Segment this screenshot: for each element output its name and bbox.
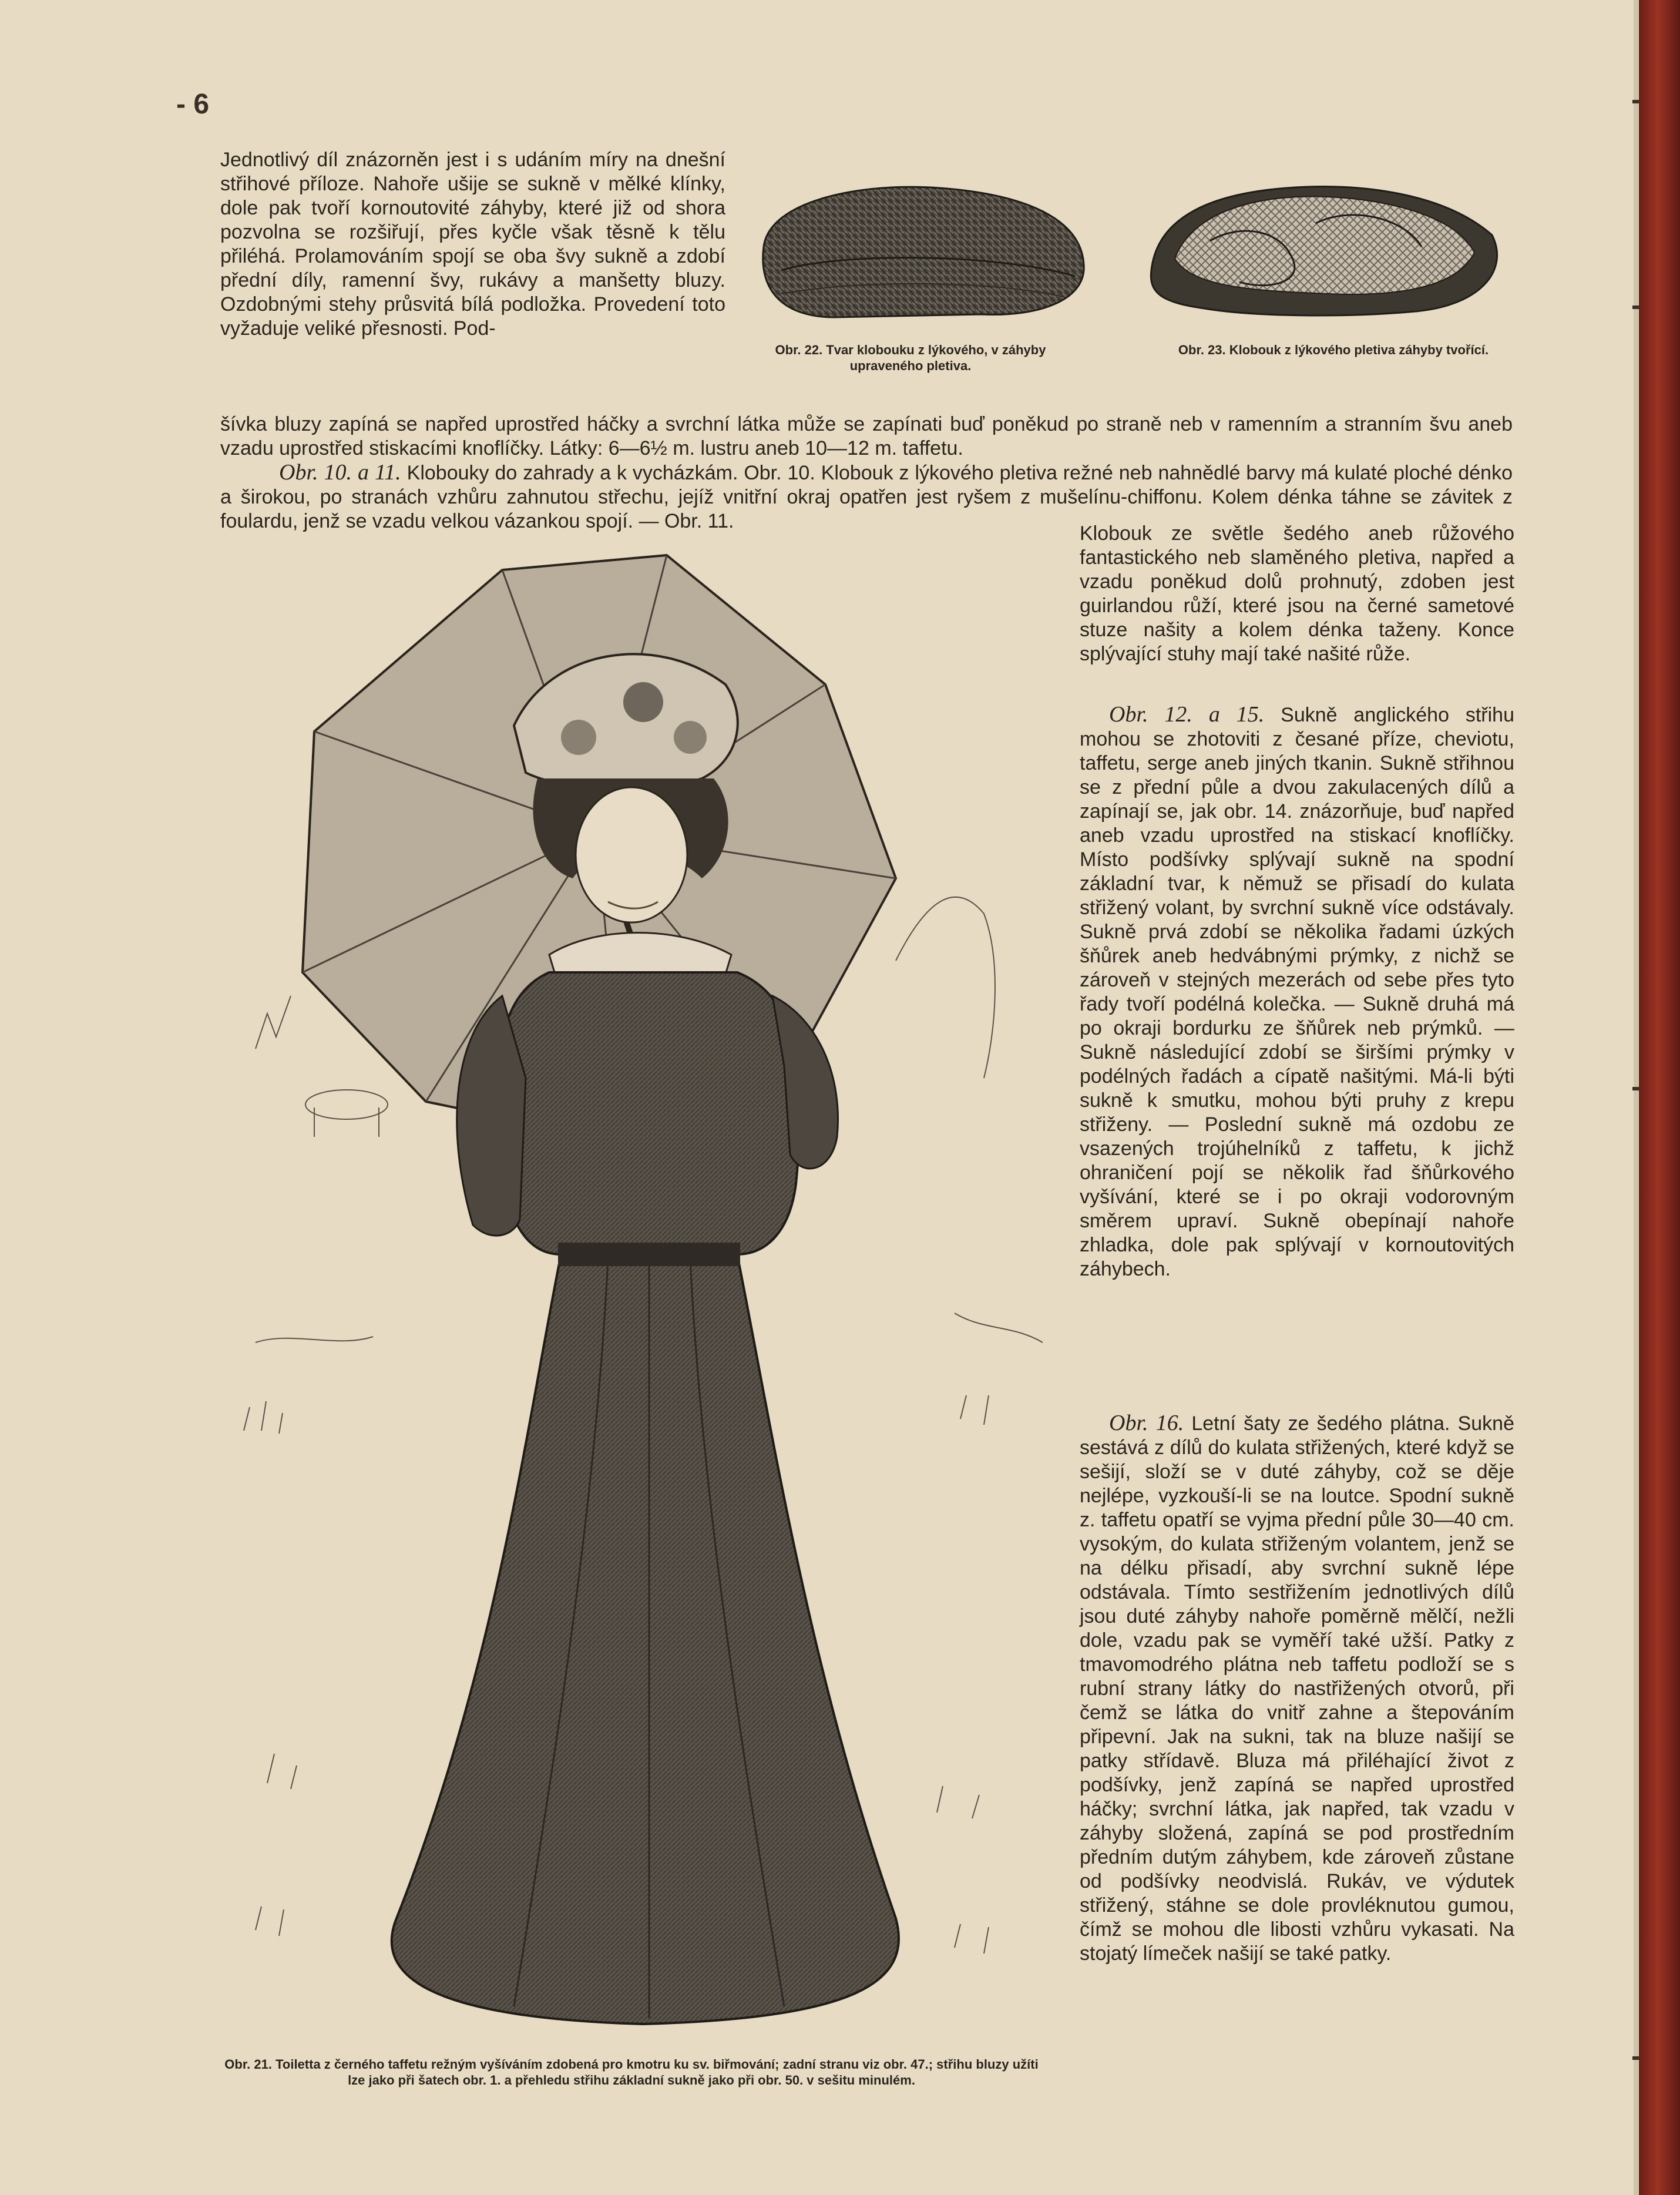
- page-edge-marks: [1630, 0, 1639, 2195]
- hat-illustration-22: [746, 176, 1098, 329]
- figure-ref-16: Obr. 16.: [1109, 1411, 1184, 1435]
- caption-figure-21: Obr. 21. Toiletta z černého taffetu režným vyšíváním zdobená pro kmotru ku sv. biřmování; zadní stranu viz obr. 47.; střihu bluzy užíti lze jako při šatech obr. 1. a přehledu střihu základní sukně jako při obr. 50. v sešitu minulém.: [224, 2057, 1039, 2087]
- caption-figure-23: Obr. 23. Klobouk z lýkového pletiva záhyby tvořící.: [1178, 343, 1489, 357]
- paragraph-bluza-fastening: šívka bluzy zapíná se napřed uprostřed háčky a svrchní látka může se zapínati buď poněkud po straně neb v ramenním a stranním švu aneb vzadu uprostřed stiskacími knoflíčky. Látky: 6—6½ m. lustru aneb 10—12 m. taffetu.: [220, 413, 1513, 459]
- caption-figure-22: Obr. 22. Tvar klobouku z lýkového, v záhyby upraveného pletiva.: [775, 343, 1046, 373]
- hat-illustration-23: [1140, 170, 1510, 323]
- fashion-plate-illustration: [220, 549, 1054, 2042]
- book-spine: [1639, 0, 1680, 2195]
- paragraph-summer-dress-16: [1080, 1411, 1514, 1966]
- summer-dress-text: Letní šaty ze šedého plátna. Sukně sestává z dílů do kulata střižených, které když se sešijí, složí se v duté záhyby, což se děje nejlépe, vyzkouší-li se na loutce. Spodní sukně z. taffetu opatří se vyjma přední půle 30—40 cm. vysokým, do kulata střiženým volantem, jenž se na délku přisadí, aby svrchní sukně lépe odstávala. Tímto sestřižením jednotlivých dílů jsou duté záhyby nahoře poměrně mělčí, nežli dole, vzadu pak se vyměří také užší. Patky z tmavomodrého plátna neb taffetu podloží se s rubní strany látky do nastřižených otvorů, při čemž se látka do vnitř zahne a štepováním připevní. Jak na sukni, tak na bluze našijí se patky střídavě. Bluza má přiléhající život z podšívky, jenž zapíná se napřed uprostřed háčky; svrchní látka, jak napřed, tak vzadu v záhyby složená, zapíná se pod prostředním předním dutým záhybem, kde zároveň zůstane od podšívky neodvislá. Rukáv, ve výdutek střižený, stáhne se dole provléknutou gumou, čímž se mohou dle libosti vzhůru vykasati. Na stojatý límeček našijí se také patky.: [1080, 1412, 1514, 1965]
- figure-ref-12-15: Obr. 12. a 15.: [1109, 702, 1265, 727]
- paragraph-hat-11: Klobouk ze světle šedého aneb růžového fantastického neb slaměného pletiva, napřed a vzadu poněkud dolů prohnutý, zdoben jest guirlandou růží, které jsou na černé sametové stuze našity a kolem dénka taženy. Konce splývající stuhy mají také našité růže.: [1080, 522, 1514, 665]
- hats-text: Klobouky do zahrady a k vycházkám. Obr. 10. Klobouk z lýkového pletiva režné neb nahnědlé barvy má kulaté ploché dénko a širokou, po stranách vzhůru zahnutou střechu, jejíž vnitřní okraj opatřen jest ryšem z mušelínu-chiffonu. Kolem dénka táhne se závitek z foulardu, jenž se vzadu velkou vázankou spojí. — Obr. 11.: [220, 462, 1513, 532]
- skirts-text: Sukně anglického střihu mohou se zhotoviti z česané příze, cheviotu, taffetu, serge aneb jiných tkanin. Sukně střihnou se z přední půle a dvou zakulacených dílů a zapínají se, jak obr. 14. znázorňuje, buď napřed aneb vzadu uprostřed na stiskací knoflíčky. Místo podšívky splývají sukně na spodní základní tvar, k němuž se přisadí do kulata střižený volant, by svrchní sukně více odstávaly. Sukně prvá zdobí se několika řadami úzkých šňůrek aneb hedvábnými prýmky, z nichž se zároveň v stejných mezerách od sebe přes tyto řady tvoří podélná kolečka. — Sukně druhá má po okraji bordurku ze šňůrek neb prýmků. — Sukně následující zdobí se širšími prýmky v podélných řadách a cípatě našitými. Má-li býti sukně k smutku, mohou býti pruhy z krepu střiženy. — Poslední sukně má ozdobu ze vsazených trojúhelníků z taffetu, k jichž ohraničení pojí se několik řad šňůrkového vyšívání, které se i po okraji vodorovným směrem upraví. Sukně obepínají nahoře zhladka, dole pak splývají v kornoutovitých záhybech.: [1080, 704, 1514, 1280]
- figure-ref-10-11: Obr. 10. a 11.: [279, 460, 401, 485]
- paragraph-skirts-12-15: [1080, 703, 1514, 1281]
- paragraph-intro: Jednotlivý díl znázorněn jest i s udáním míry na dnešní střihové příloze. Nahoře ušije se sukně v mělké klínky, dole pak tvoří kornoutovité záhyby, které již od shora pozvolna se rozšiřují, přes kyčle však těsně k tělu přiléhá. Prolamováním spojí se oba švy sukně a zdobí přední díly, ramenní švy, rukávy a manšetty bluzy. Ozdobnými stehy průsvitá bílá podložka. Provedení toto vyžaduje veliké přesnosti. Pod-: [220, 149, 725, 340]
- page-number: - 6: [176, 89, 210, 120]
